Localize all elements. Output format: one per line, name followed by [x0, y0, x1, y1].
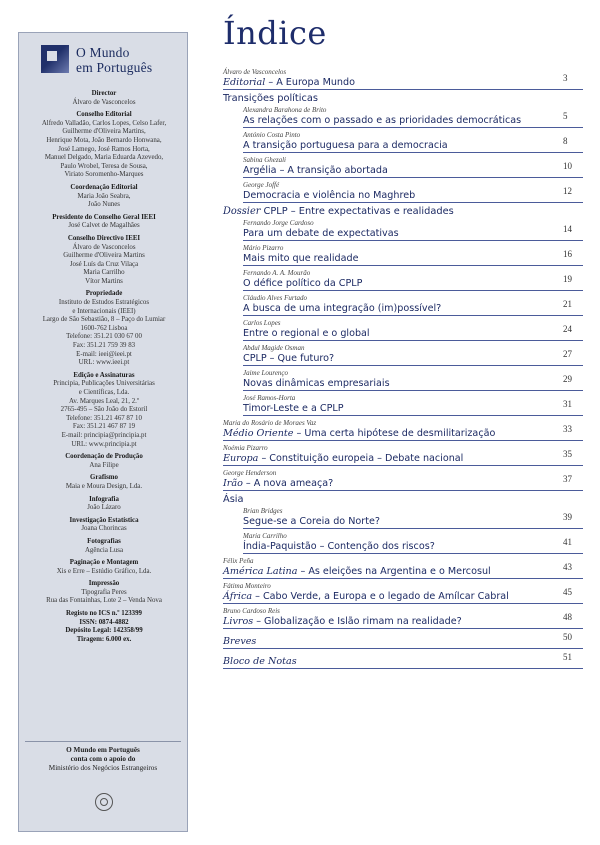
- entry-author: George Joffé: [243, 181, 280, 189]
- entry-title: Segue-se a Coreia do Norte?: [243, 516, 380, 527]
- credits-line: José Luís da Cruz Vilaça: [69, 260, 139, 268]
- toc-entry[interactable]: [243, 403, 344, 414]
- toc-entry[interactable]: [223, 428, 495, 439]
- entry-author: Fernando A. A. Mourão: [243, 269, 311, 277]
- entry-title: Novas dinâmicas empresariais: [243, 378, 390, 389]
- toc-entry[interactable]: [243, 165, 388, 176]
- section-heading-text: CPLP – Entre expectativas e realidades: [263, 206, 454, 217]
- entry-author: Carlos Lopes: [243, 319, 281, 327]
- entry-divider: [243, 528, 583, 529]
- entry-divider: [223, 440, 583, 441]
- credits-line: Largo de São Sebastião, 8 – Paço do Lumiar: [42, 316, 166, 324]
- entry-section: América Latina: [223, 566, 298, 577]
- entry-divider: [223, 668, 583, 669]
- credits-line: Tipografia Peres: [81, 588, 127, 596]
- credits-line: 1600-762 Lisboa: [80, 324, 128, 332]
- entry-page-number: 51: [563, 652, 572, 662]
- entry-page-number: 16: [563, 249, 572, 259]
- entry-title: Mais mito que realidade: [243, 253, 359, 264]
- entry-title: As relações com o passado e as prioridades democráticas: [243, 115, 522, 126]
- entry-title: A busca de uma integração (im)possível?: [243, 303, 442, 314]
- entry-page-number: 45: [563, 587, 572, 597]
- section-heading: [223, 494, 244, 505]
- credits-line: Vítor Martins: [85, 277, 123, 285]
- credits-heading: Coordenação de Produção: [65, 453, 143, 461]
- entry-page-number: 43: [563, 562, 572, 572]
- credits-line: Av. Marques Leal, 21, 2.º: [68, 397, 140, 405]
- toc-entry[interactable]: [243, 516, 380, 527]
- entry-title: CPLP – Que futuro?: [243, 353, 335, 364]
- credits-line: José Calvet de Magalhães: [68, 222, 140, 230]
- entry-author: Mário Pizarro: [243, 244, 284, 252]
- credits-line: Joana Chorincas: [81, 525, 127, 533]
- entry-page-number: 3: [563, 73, 568, 83]
- toc-entry[interactable]: [243, 190, 415, 201]
- toc-entry[interactable]: [223, 616, 462, 627]
- registration-line: Depósito Legal: 142358/99: [65, 627, 143, 635]
- credits-line: Álvaro de Vasconcelos: [72, 98, 136, 106]
- toc-entry[interactable]: [243, 541, 435, 552]
- entry-page-number: 5: [563, 111, 568, 121]
- entry-page-number: 33: [563, 424, 572, 434]
- entry-title: Índia-Paquistão – Contenção dos riscos?: [243, 541, 435, 552]
- entry-author: Bruno Cardoso Reis: [223, 607, 280, 615]
- entry-divider: [243, 290, 583, 291]
- entry-divider: [223, 490, 583, 491]
- entry-title: Entre o regional e o global: [243, 328, 370, 339]
- entry-divider: [243, 152, 583, 153]
- credits-line: Telefone: 351.21 030 67 00: [66, 333, 142, 341]
- entry-title: Timor-Leste e a CPLP: [243, 403, 344, 414]
- entry-divider: [223, 578, 583, 579]
- credits-line: Rua das Fontainhas, Lote 2 – Venda Nova: [46, 597, 162, 605]
- entry-title: – Cabo Verde, a Europa e o legado de Amílcar Cabral: [252, 591, 509, 602]
- credits-heading: Grafismo: [90, 474, 118, 482]
- ministry-seal-icon: [95, 793, 113, 811]
- toc-entry[interactable]: [223, 566, 491, 577]
- entry-title: Argélia – A transição abortada: [243, 165, 388, 176]
- entry-section: Irão: [223, 478, 243, 489]
- toc-entry[interactable]: [243, 278, 362, 289]
- credits-line: e Científicas, Lda.: [78, 389, 130, 396]
- credits-line: Agência Lusa: [84, 546, 124, 554]
- credits-list: [19, 90, 189, 648]
- credits-heading: Edição e Assinaturas: [73, 371, 135, 379]
- entry-divider: [243, 127, 583, 128]
- entry-page-number: 21: [563, 299, 572, 309]
- entry-page-number: 37: [563, 474, 572, 484]
- entry-title: Para um debate de expectativas: [243, 228, 399, 239]
- entry-divider: [243, 415, 583, 416]
- credits-line: Álvaro de Vasconcelos: [72, 243, 136, 251]
- entry-author: Álvaro de Vasconcelos: [223, 68, 287, 76]
- toc-entry[interactable]: [243, 140, 448, 151]
- toc-entry[interactable]: [223, 478, 333, 489]
- entry-divider: [223, 465, 583, 466]
- entry-title: – Constituição europeia – Debate nacional: [258, 453, 464, 464]
- credits-heading: Infografia: [89, 495, 119, 503]
- entry-page-number: 48: [563, 612, 572, 622]
- toc-entry[interactable]: [223, 636, 256, 647]
- entry-author: Jaime Lourenço: [243, 369, 289, 377]
- credits-line: E-mail: ieei@ieei.pt: [76, 350, 132, 358]
- credits-line: Ana Filipe: [89, 461, 119, 469]
- toc-entry[interactable]: [243, 303, 441, 314]
- toc-entry[interactable]: [243, 115, 521, 126]
- entry-author: George Henderson: [223, 469, 277, 477]
- credits-line: e Internacionais (IEEI): [72, 307, 136, 315]
- logo-line-1: O Mundo: [76, 45, 130, 60]
- entry-section: Bloco de Notas: [223, 656, 297, 667]
- credits-heading: Propriedade: [85, 290, 123, 298]
- entry-author: José Ramos-Horta: [243, 394, 296, 402]
- entry-page-number: 24: [563, 324, 572, 334]
- entry-page-number: 27: [563, 349, 572, 359]
- entry-page-number: 41: [563, 537, 572, 547]
- entry-divider: [243, 177, 583, 178]
- credits-line: E-mail: principia@principia.pt: [61, 431, 147, 439]
- credits-line: 2765-495 – São João do Estoril: [60, 406, 148, 414]
- entry-page-number: 14: [563, 224, 572, 234]
- entry-author: Sabina Ghezali: [243, 156, 286, 164]
- entry-title: – Uma certa hipótese de desmilitarização: [293, 428, 496, 439]
- entry-author: Alexandra Barahona de Brito: [243, 106, 327, 114]
- credits-heading: Paginação e Montagem: [69, 559, 139, 567]
- credits-heading: Coordenação Editorial: [70, 183, 138, 191]
- entry-author: Félix Peña: [223, 557, 254, 565]
- masthead-panel: [18, 32, 188, 832]
- entry-author: Brian Bridges: [243, 507, 283, 515]
- entry-author: Maria do Rosário de Moraes Vaz: [223, 419, 317, 427]
- credits-line: Xis e Erre – Estúdio Gráfico, Lda.: [56, 567, 152, 575]
- credits-line: URL: www.principia.pt: [71, 440, 137, 448]
- credits-line: Fax: 351.21 759 39 83: [72, 342, 136, 350]
- entry-section: Europa: [223, 453, 259, 464]
- credits-line: João Lázaro: [87, 504, 121, 512]
- registration-line: ISSN: 0874-4882: [79, 618, 129, 626]
- entry-divider: [243, 390, 583, 391]
- credits-line: João Nunes: [88, 201, 120, 209]
- entry-page-number: 19: [563, 274, 572, 284]
- entry-page-number: 31: [563, 399, 572, 409]
- entry-page-number: 50: [563, 632, 572, 642]
- support-note: [25, 741, 181, 773]
- entry-page-number: 35: [563, 449, 572, 459]
- entry-title: A transição portuguesa para a democracia: [243, 140, 448, 151]
- entry-divider: [243, 365, 583, 366]
- credits-line: Alfredo Valladão, Carlos Lopes, Celso Lafer,: [41, 119, 167, 127]
- toc-entry[interactable]: [243, 353, 334, 364]
- credits-line: Telefone: 351.21 467 87 10: [66, 414, 142, 422]
- credits-heading: Conselho Editorial: [76, 111, 132, 119]
- registration-line: Tiragem: 6.000 ex.: [76, 635, 132, 643]
- credits-line: Maia e Moura Design, Lda.: [65, 482, 143, 490]
- entry-divider: [223, 648, 583, 649]
- entry-page-number: 10: [563, 161, 572, 171]
- logo-line-2: em Português: [76, 60, 153, 75]
- entry-divider: [223, 628, 583, 629]
- entry-title: – A nova ameaça?: [242, 478, 334, 489]
- entry-title: – A Europa Mundo: [265, 77, 355, 88]
- credits-heading: Investigação Estatística: [69, 516, 139, 524]
- entry-title: – Globalização e Islão rimam na realidade?: [253, 616, 462, 627]
- entry-page-number: 8: [563, 136, 568, 146]
- credits-line: Guilherme d'Oliveira Martins: [63, 252, 145, 260]
- entry-divider: [223, 603, 583, 604]
- entry-divider: [243, 202, 583, 203]
- entry-author: Cláudio Alves Furtado: [243, 294, 308, 302]
- credits-line: Henrique Mota, João Bernardo Honwana,: [46, 136, 162, 144]
- credits-line: Guilherme d'Oliveira Martins,: [62, 128, 146, 136]
- spacer: [19, 644, 189, 648]
- entry-author: Maria Carrilho: [243, 532, 287, 540]
- toc-entry[interactable]: [243, 253, 359, 264]
- credits-line: Maria Carrilho: [83, 269, 125, 277]
- entry-section: África: [223, 591, 253, 602]
- credits-line: Manuel Delgado, Maria Eduarda Azevedo,: [44, 154, 164, 162]
- credits-heading: Director: [91, 90, 117, 97]
- credits-line: Fax: 351.21 467 87 19: [72, 423, 136, 431]
- credits-heading: Presidente do Conselho Geral IEEI: [52, 213, 156, 221]
- entry-author: António Costa Pinto: [243, 131, 301, 139]
- toc-entry[interactable]: [223, 77, 355, 88]
- toc-entry[interactable]: [223, 591, 509, 602]
- credits-heading: Impressão: [88, 580, 120, 588]
- toc-entry[interactable]: [223, 656, 297, 667]
- entry-page-number: 29: [563, 374, 572, 384]
- entry-page-number: 12: [563, 186, 572, 196]
- entry-author: Abdul Magide Osman: [243, 344, 305, 352]
- credits-line: Maria João Seabra,: [77, 192, 131, 200]
- section-heading-text: Ásia: [223, 494, 244, 505]
- entry-section: Médio Oriente: [223, 428, 294, 439]
- section-heading-text: Transições políticas: [223, 93, 318, 104]
- entry-divider: [223, 89, 583, 90]
- credits-heading: Conselho Directivo IEEI: [67, 234, 141, 242]
- entry-title: – As eleições na Argentina e o Mercosul: [297, 566, 491, 577]
- entry-divider: [243, 553, 583, 554]
- entry-author: Noémia Pizarro: [223, 444, 268, 452]
- logo-mark-icon: [41, 45, 69, 73]
- entry-title: Democracia e violência no Maghreb: [243, 190, 416, 201]
- support-line: O Mundo em Português: [66, 746, 140, 754]
- credits-heading: Fotografias: [87, 537, 121, 545]
- entry-divider: [243, 265, 583, 266]
- credits-line: Principia, Publicações Universitárias: [53, 380, 155, 388]
- entry-title: O défice político da CPLP: [243, 278, 363, 289]
- magazine-logo: [41, 45, 176, 79]
- entry-divider: [243, 240, 583, 241]
- toc-entry[interactable]: [243, 228, 399, 239]
- entry-author: Fátima Monteiro: [223, 582, 271, 590]
- section-heading: [223, 93, 318, 104]
- page-title: Índice: [223, 14, 327, 52]
- entry-divider: [243, 340, 583, 341]
- toc-entry[interactable]: [243, 378, 390, 389]
- credits-line: José Lamego, José Ramos Horta,: [58, 145, 150, 153]
- credits-line: Viriato Soromenho-Marques: [64, 171, 144, 179]
- entry-section: Breves: [223, 636, 257, 647]
- section-heading: [223, 206, 454, 217]
- credits-line: Instituto de Estudos Estratégicos: [58, 299, 150, 307]
- support-line: conta com o apoio do: [70, 755, 136, 763]
- section-label: Dossier: [223, 206, 264, 217]
- credits-line: Paulo Wrobel, Teresa de Sousa,: [60, 162, 148, 170]
- entry-section: Editorial: [223, 77, 266, 88]
- entry-divider: [243, 315, 583, 316]
- support-line: Ministério dos Negócios Estrangeiros: [48, 764, 158, 772]
- credits-line: URL: www.ieei.pt: [78, 359, 130, 367]
- entry-author: Fernando Jorge Cardoso: [243, 219, 314, 227]
- registration-line: Registo no ICS n.º 123399: [66, 610, 142, 618]
- toc-entry[interactable]: [243, 328, 370, 339]
- toc-entry[interactable]: [223, 453, 463, 464]
- entry-page-number: 39: [563, 512, 572, 522]
- entry-section: Livros: [223, 616, 254, 627]
